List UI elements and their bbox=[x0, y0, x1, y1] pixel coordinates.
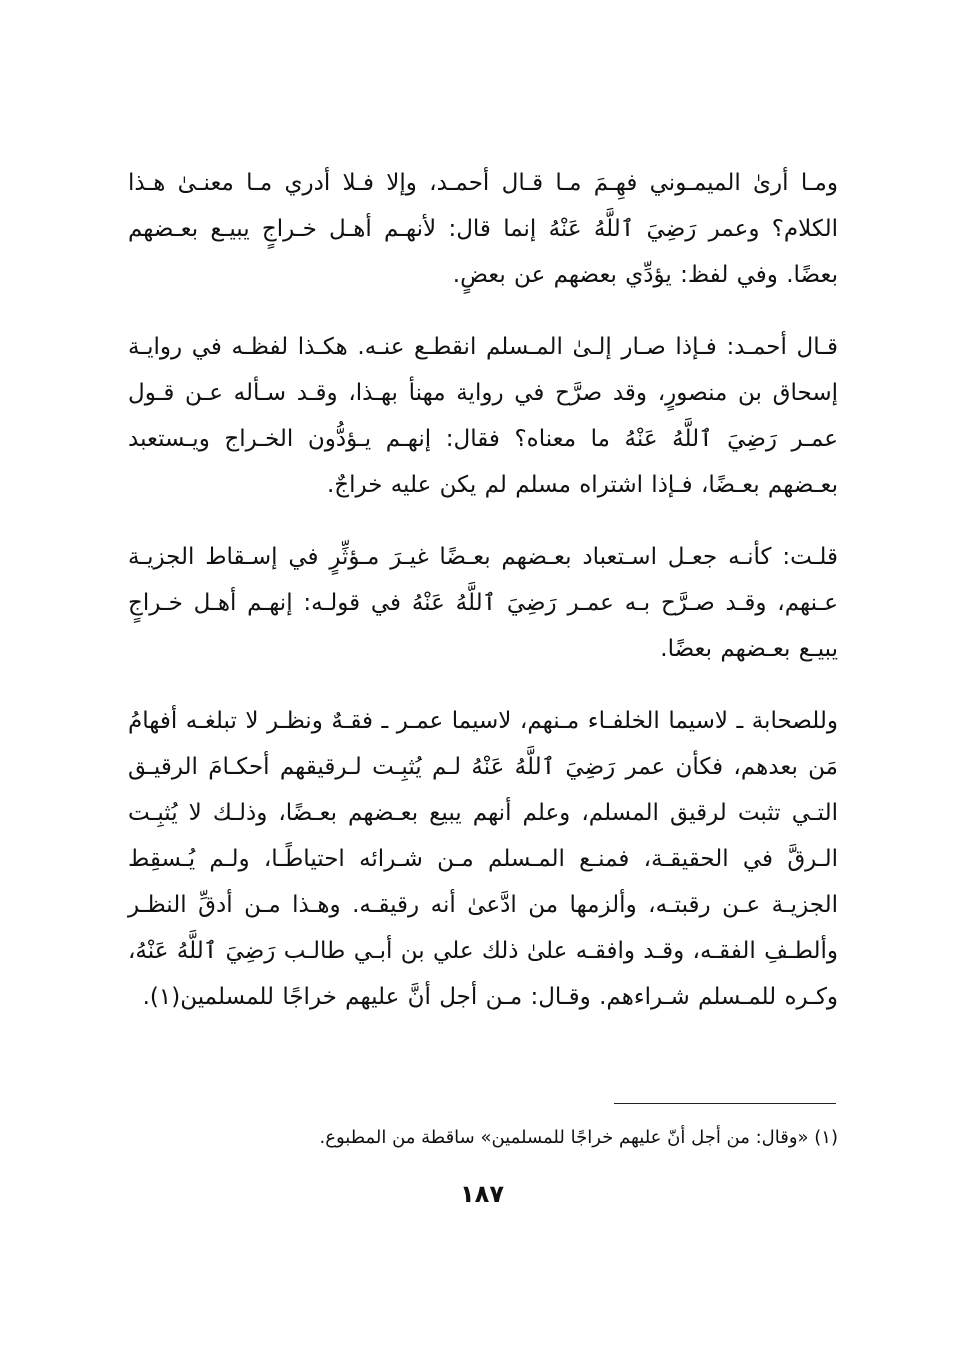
paragraph-3: قلـت: كأنـه جعـل اسـتعباد بعـضهم بعـضًا غيـرَ مـؤثِّرٍ في إسـقاط الجزيـة عـنهم، وقـد صـرَّح بـه عمـر رَضِيَ ٱللَّهُ عَنْهُ في قولـه: إنهـم أهـل خـراجٍ يبيـع بعـضهم بعضًا. bbox=[128, 544, 838, 662]
page-number: ١٨٧ bbox=[460, 1180, 504, 1208]
footnote-separator bbox=[614, 1103, 836, 1104]
paragraph-2: قـال أحمـد: فـإذا صـار إلـىٰ المـسلم انقطـع عنـه. هكـذا لفظـه في روايـة إسحاق بن منصورٍ، وقد صرَّح في رواية مهنأ بهـذا، وقـد سـأله عـن قـول عمـر رَضِيَ ٱللَّهُ عَنْهُ ما معناه؟ فقال: إنهـم يـؤدُّون الخـراج ويـستعبد بعـضهم بعـضًا، فـإذا اشتراه مسلم لم يكن عليه خراجٌ. bbox=[128, 334, 838, 498]
paragraph-4: وللصحابة ـ لاسيما الخلفـاء مـنهم، لاسيما عمـر ـ فقـهٌ ونظـر لا تبلغـه أفهامُ مَن بعدهم، فكأن عمر رَضِيَ ٱللَّهُ عَنْهُ لـم يُثبِـت لـرقيقهم أحكـامَ الرقيـق التـي تثبت لرقيق المسلم، وعلم أنهم يبيع بعـضهم بعـضًا، وذلـك لا يُثبِـت الـرقَّ في الحقيقـة، فمنـع المـسلم مـن شـرائه احتياطًـا، ولـم يُـسقِط الجزيـة عـن رقبتـه، وألزمها من ادَّعىٰ أنه رقيقـه. وهـذا مـن أدقِّ النظـر وألطـفِ الفقـه، وقـد وافقـه علىٰ ذلك علي بن أبـي طالـب رَضِيَ ٱللَّهُ عَنْهُ، وكـره للمـسلم شـراءهم. وقـال: مـن أجل أنَّ عليهم خراجًا للمسلمين(١). bbox=[128, 708, 838, 1010]
footnote: (١) «وقال: من أجل أنّ عليهم خراجًا للمسلمين» ساقطة من المطبوع. bbox=[319, 1127, 838, 1148]
paragraph-1: ومـا أرىٰ الميمـوني فهِـمَ مـا قـال أحمـد، وإلا فـلا أدري مـا معنـىٰ هـذا الكلام؟ وعمر رَضِيَ ٱللَّهُ عَنْهُ إنما قال: لأنهـم أهـل خـراجٍ يبيـع بعـضهم بعضًا. وفي لفظ: يؤدِّي بعضهم عن بعضٍ. bbox=[128, 170, 838, 288]
page-body bbox=[128, 160, 838, 1046]
